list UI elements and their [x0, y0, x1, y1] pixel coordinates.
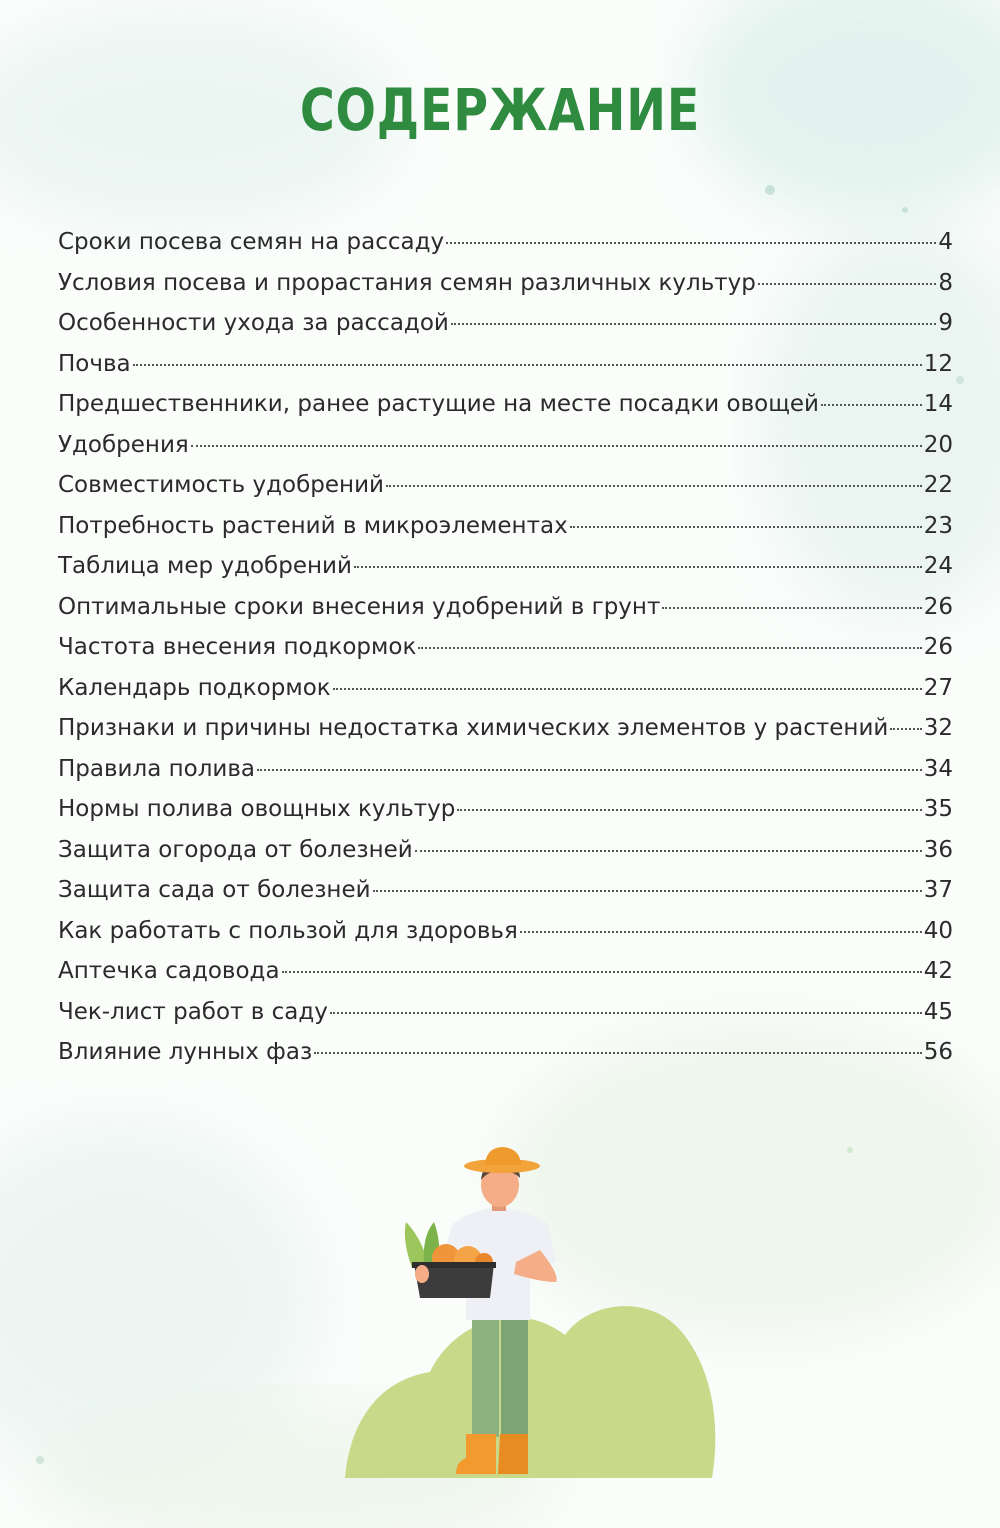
toc-entry-title: Потребность растений в микроэлементах [58, 512, 568, 539]
toc-entry-title: Правила полива [58, 755, 256, 782]
toc-entry-title: Почва [58, 350, 131, 377]
toc-entry-page: 9 [938, 310, 953, 336]
toc-entry-title: Сроки посева семян на рассаду [58, 229, 445, 255]
toc-entry-page: 40 [923, 917, 953, 944]
toc-entry-title: Частота внесения подкормок [58, 634, 417, 660]
toc-entry-title: Особенности ухода за рассадой [58, 310, 449, 336]
toc-entry-page: 35 [923, 796, 953, 822]
toc-entry-title: Защита сада от болезней [58, 877, 371, 903]
toc-entry-title: Предшественники, ранее растущие на месте посадки овощей [58, 391, 819, 417]
toc-entry-page: 34 [923, 755, 953, 782]
toc-entry-page: 32 [923, 715, 953, 741]
toc-entry-page: 27 [923, 674, 953, 701]
toc-entry-page: 8 [938, 269, 953, 296]
toc-entry-title: Удобрения [58, 431, 189, 458]
toc-entry-title: Как работать с пользой для здоровья [58, 917, 518, 944]
toc-entry-page: 20 [923, 431, 953, 458]
toc-entry-page: 42 [923, 958, 953, 984]
toc-entry-page: 45 [923, 998, 953, 1025]
toc-entry-title: Аптечка садовода [58, 958, 280, 984]
toc-entry-title: Влияние лунных фаз [58, 1039, 313, 1065]
toc-entry-page: 4 [938, 229, 953, 255]
toc-entry-page: 22 [923, 472, 953, 498]
toc-entry-page: 24 [923, 553, 953, 579]
toc-entry-title: Признаки и причины недостатка химических элементов у растений [58, 715, 889, 741]
toc-entry-title: Защита огорода от болезней [58, 836, 413, 863]
page-title: СОДЕРЖАНИЕ [299, 76, 701, 144]
toc-entry-page: 23 [923, 512, 953, 539]
toc-entry-page: 26 [923, 634, 953, 660]
toc-entry-page: 26 [923, 593, 953, 620]
toc-entry-title: Таблица мер удобрений [58, 553, 352, 579]
toc-entry-title: Нормы полива овощных культур [58, 796, 456, 822]
bush-shape [345, 1306, 715, 1478]
toc-entry-page: 37 [923, 877, 953, 903]
toc-entry-title: Условия посева и прорастания семян различных культур [58, 269, 756, 296]
toc-entry-title: Календарь подкормок [58, 674, 331, 701]
toc-entry-page: 56 [923, 1039, 953, 1065]
toc-entry-page: 14 [923, 391, 953, 417]
toc-entry-page: 12 [923, 350, 953, 377]
toc-entry-title: Оптимальные сроки внесения удобрений в грунт [58, 593, 661, 620]
toc-entry-title: Чек-лист работ в саду [58, 998, 328, 1025]
toc-entry-page: 36 [923, 836, 953, 863]
toc-entry-title: Совместимость удобрений [58, 472, 384, 498]
